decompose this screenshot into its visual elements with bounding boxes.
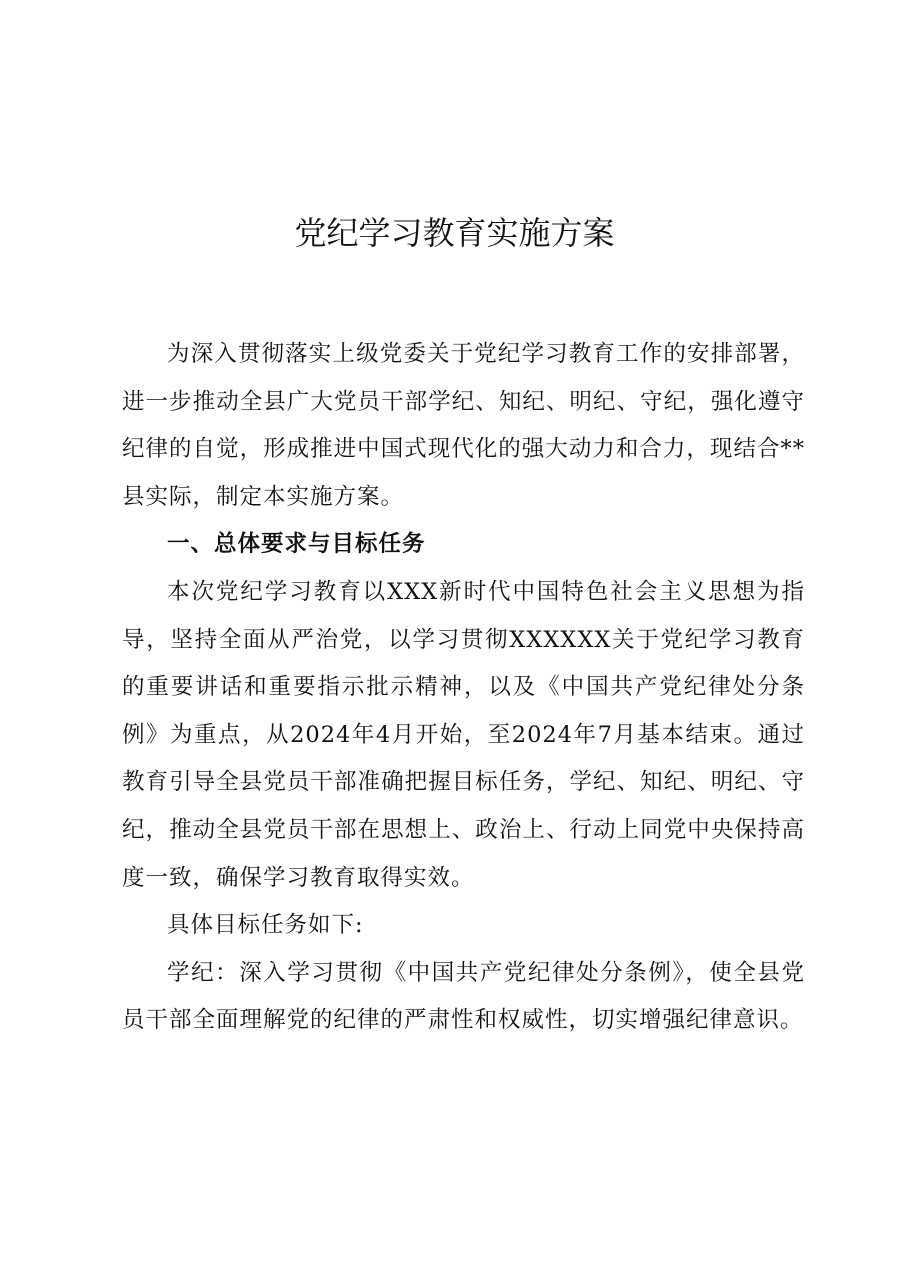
intro-paragraph: 为深入贯彻落实上级党委关于党纪学习教育工作的安排部署，进一步推动全县广大党员干部学纪、知纪、明纪、守纪，强化遵守纪律的自觉，形成推进中国式现代化的强大动力和合力，现结合**县实际，制定本实施方案。: [122, 341, 805, 510]
body-paragraph: 具体目标任务如下:: [167, 912, 364, 939]
document-body: [122, 331, 805, 1045]
section-heading: 一、总体要求与目标任务: [167, 531, 426, 558]
body-paragraph: 本次党纪学习教育以XXX新时代中国特色社会主义思想为指导，坚持全面从严治党，以学习贯彻XXXXXX关于党纪学习教育的重要讲话和重要指示批示精神，以及《中国共产党纪律处分条例》为重点，从2024年4月开始，至2024年7月基本结束。通过教育引导全县党员干部准确把握目标任务，学纪、知纪、明纪、守纪，推动全县党员干部在思想上、政治上、行动上同党中央保持高度一致，确保学习教育取得实效。: [122, 578, 805, 891]
body-paragraph: 学纪：深入学习贯彻《中国共产党纪律处分条例》，使全县党员干部全面理解党的纪律的严肃性和权威性，切实增强纪律意识。: [122, 959, 805, 1034]
document-title: 党纪学习教育实施方案: [294, 214, 615, 252]
